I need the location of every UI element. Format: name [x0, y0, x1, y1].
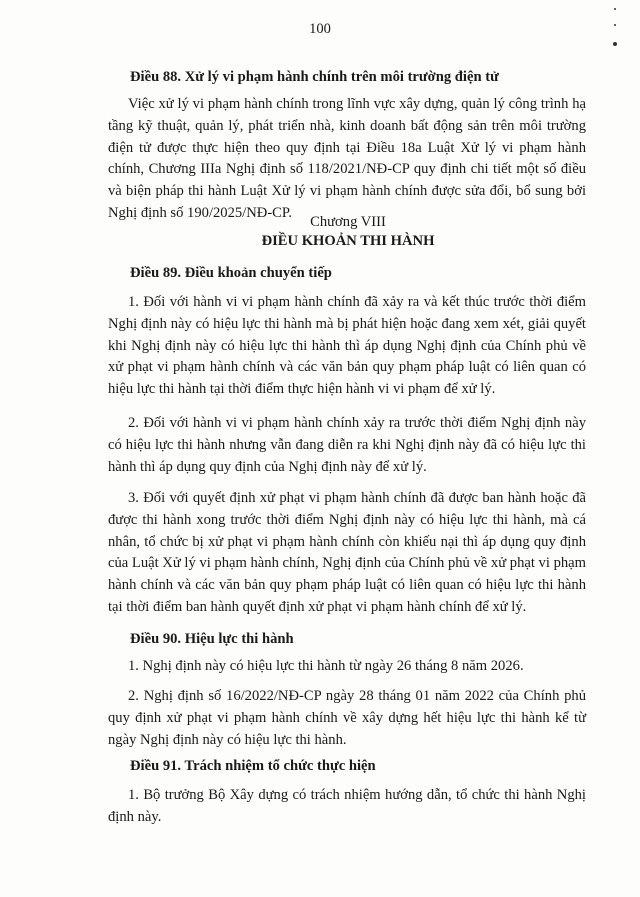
article-89-clause-1: 1. Đối với hành vi vi phạm hành chính đã xảy ra và kết thúc trước thời điểm Nghị định này có hiệu lực thi hành mà bị phát hiện hoặc đang xem xét, giải quyết khi Nghị định này có hiệu lực thi hành thì áp dụng Nghị định của Chính phủ về xử phạt vi phạm hành chính và các văn bản quy phạm pháp luật có liên quan có hiệu lực thi hành tại thời điểm thực hiện hành vi vi phạm để xử lý. — [108, 294, 586, 398]
article-90-clause-1: 1. Nghị định này có hiệu lực thi hành từ ngày 26 tháng 8 năm 2026. — [128, 658, 524, 674]
chapter-title: ĐIỀU KHOẢN THI HÀNH — [261, 233, 435, 249]
scan-marks — [612, 0, 618, 50]
article-90-clause-2: 2. Nghị định số 16/2022/NĐ-CP ngày 28 tháng 01 năm 2022 của Chính phủ quy định xử phạt vi phạm hành chính về xây dựng hết hiệu lực thi hành kể từ ngày Nghị định này có hiệu lực thi hành. — [108, 688, 586, 748]
article-89-clause-3: 3. Đối với quyết định xử phạt vi phạm hành chính đã được ban hành hoặc đã được thi hành xong trước thời điểm Nghị định này có hiệu lực thi hành, mà cá nhân, tổ chức bị xử phạt vi phạm hành chính còn khiếu nại thì áp dụng quy định của Luật Xử lý vi phạm hành chính, Nghị định của Chính phủ về xử phạt vi phạm hành chính và các văn bản quy phạm pháp luật có liên quan có hiệu lực thi hành tại thời điểm ban hành quyết định xử phạt vi phạm hành chính để xử lý. — [108, 490, 586, 615]
page-number: 100 — [309, 21, 331, 37]
article-88-title: Điều 88. Xử lý vi phạm hành chính trên môi trường điện tử — [130, 69, 499, 85]
article-90-title: Điều 90. Hiệu lực thi hành — [130, 631, 294, 647]
article-89-clause-2: 2. Đối với hành vi vi phạm hành chính xảy ra trước thời điểm Nghị định này có hiệu lực thi hành nhưng vẫn đang diễn ra khi Nghị định này đã có hiệu lực thi hành thì áp dụng quy định của Nghị định này để xử lý. — [108, 415, 586, 475]
article-89-title: Điều 89. Điều khoản chuyển tiếp — [130, 265, 332, 281]
article-91-title: Điều 91. Trách nhiệm tổ chức thực hiện — [130, 758, 376, 774]
chapter-number: Chương VIII — [310, 214, 386, 230]
article-88-paragraph: Việc xử lý vi phạm hành chính trong lĩnh vực xây dựng, quản lý công trình hạ tầng kỹ thuật, quản lý, phát triển nhà, kinh doanh bất động sản trên môi trường điện tử được thực hiện theo quy định tại Điều 18a Luật Xử lý vi phạm hành chính, Chương IIIa Nghị định số 118/2021/NĐ-CP quy định chi tiết một số điều và biện pháp thi hành Luật Xử lý vi phạm hành chính được sửa đổi, bổ sung bởi Nghị định số 190/2025/NĐ-CP. — [108, 96, 586, 221]
article-91-clause-1: 1. Bộ trưởng Bộ Xây dựng có trách nhiệm hướng dẫn, tổ chức thi hành Nghị định này. — [108, 787, 586, 825]
